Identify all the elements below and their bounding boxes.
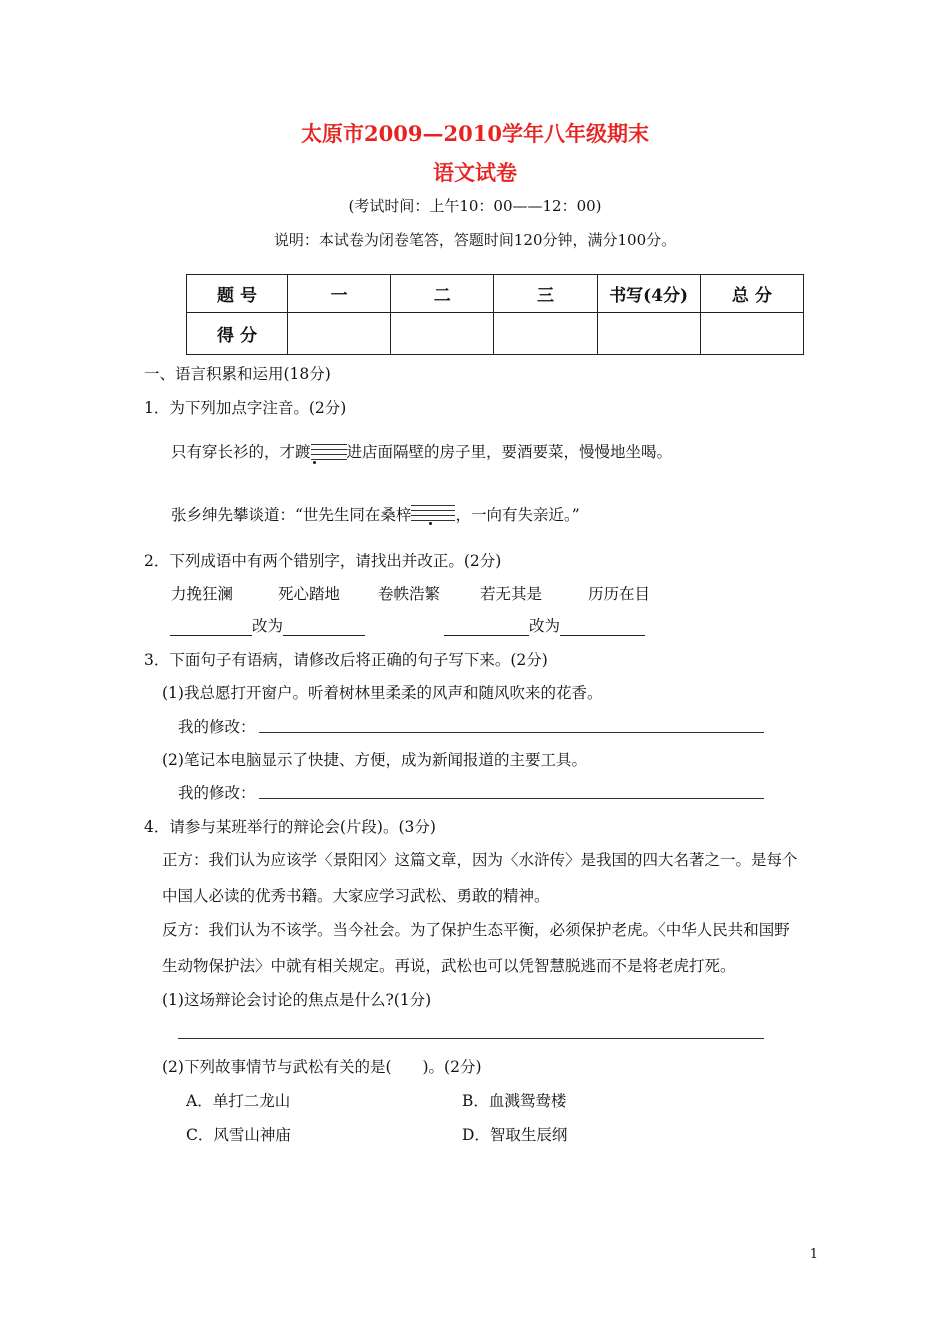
q1-sentence-1-part-a: 只有穿长衫的，才踱 [171,443,311,461]
q2-correction-2 [444,614,645,636]
table-label-question-number: 题 号 [187,275,288,313]
table-col-2: 二 [391,275,494,313]
q2-idiom-1: 力挽狂澜 [171,585,234,603]
q1-sentence-2-part-a: 张乡绅先攀谈道：“世先生同在桑梓 [171,506,412,524]
table-col-3: 三 [494,275,597,313]
q2-title: 2．下列成语中有两个错别字，请找出并改正。(2分) [144,552,502,570]
q3-sentence-1: (1)我总愿打开窗户。听着树林里柔柔的风声和随风吹来的花香。 [162,684,603,702]
q4-option-b[interactable]: B．血溅鸳鸯楼 [462,1092,567,1110]
q2-idiom-5: 历历在目 [588,585,651,603]
page-number: 1 [809,1247,818,1262]
q3-sentence-2: (2)笔记本电脑显示了快捷、方便，成为新闻报道的主要工具。 [162,751,587,769]
q1-sentence-2-part-b: ，一向有失亲近。” [455,506,580,524]
q4-sub-question-1: (1)这场辩论会讨论的焦点是什么?(1分) [162,991,432,1009]
q2-idiom-3: 卷帙浩繁 [378,585,441,603]
q4-pro-line-2: 中国人必读的优秀书籍。大家应学习武松、勇敢的精神。 [162,887,550,905]
correct-char-blank-1[interactable] [283,619,365,636]
score-cell-3[interactable] [494,313,597,355]
q4-answer-line[interactable] [178,1038,764,1039]
table-col-1: 一 [288,275,391,313]
q4-pro-line-1: 正方：我们认为应该学〈景阳冈〉这篇文章，因为〈水浒传〉是我国的四大名著之一。是每个 [162,851,798,869]
score-cell-total[interactable] [700,313,803,355]
exam-title-line1: 太原市2009—2010学年八年级期末 [301,121,649,146]
score-cell-2[interactable] [391,313,494,355]
emphasis-dot [429,522,432,525]
section-heading: 一、语言积累和运用(18分) [144,365,331,383]
exam-time: (考试时间：上午10：00——12：00) [348,197,602,215]
table-col-total: 总 分 [700,275,803,313]
pinyin-answer-blank-1[interactable] [311,444,347,462]
q4-con-line-1: 反方：我们认为不该学。当今社会。为了保护生态平衡，必须保护老虎。〈中华人民共和国野 [162,921,790,939]
q4-sub-question-2: (2)下列故事情节与武松有关的是( )。(2分) [162,1058,482,1076]
wrong-char-blank-2[interactable] [444,619,529,636]
q4-option-d[interactable]: D．智取生辰纲 [462,1126,568,1144]
score-cell-writing[interactable] [597,313,700,355]
q2-correction-1 [170,614,365,636]
score-cell-1[interactable] [288,313,391,355]
q4-con-line-2: 生动物保护法〉中就有相关规定。再说，武松也可以凭智慧脱逃而不是将老虎打死。 [162,957,736,975]
table-col-writing: 书写(4分) [597,275,700,313]
pinyin-answer-blank-2[interactable] [411,507,455,525]
q1-sentence-1-part-b: 进店面隔壁的房子里，要酒要菜，慢慢地坐喝。 [346,443,673,461]
q3-revision-label-1: 我的修改： [178,718,256,736]
emphasis-dot [313,461,316,464]
q1-sentence-1 [171,440,672,462]
q3-revision-label-2: 我的修改： [178,784,256,802]
q1-sentence-2 [171,503,580,525]
exam-instructions: 说明：本试卷为闭卷笔答，答题时间120分钟，满分100分。 [273,231,677,249]
q4-option-a[interactable]: A．单打二龙山 [186,1092,291,1110]
q2-idiom-4: 若无其是 [480,585,543,603]
table-label-score: 得 分 [187,313,288,355]
q4-title: 4．请参与某班举行的辩论会(片段)。(3分) [144,818,436,836]
change-to-label: 改为 [529,617,561,635]
score-table [186,274,804,355]
correct-char-blank-2[interactable] [560,619,645,636]
q3-answer-line-2[interactable] [259,798,764,799]
q2-idiom-2: 死心踏地 [278,585,341,603]
q3-title: 3．下面句子有语病，请修改后将正确的句子写下来。(2分) [144,651,548,669]
q4-option-c[interactable]: C．风雪山神庙 [186,1126,291,1144]
exam-title-line2: 语文试卷 [433,160,517,185]
wrong-char-blank-1[interactable] [170,619,252,636]
q1-title: 1．为下列加点字注音。(2分) [144,399,347,417]
change-to-label: 改为 [252,617,284,635]
q3-answer-line-1[interactable] [259,732,764,733]
